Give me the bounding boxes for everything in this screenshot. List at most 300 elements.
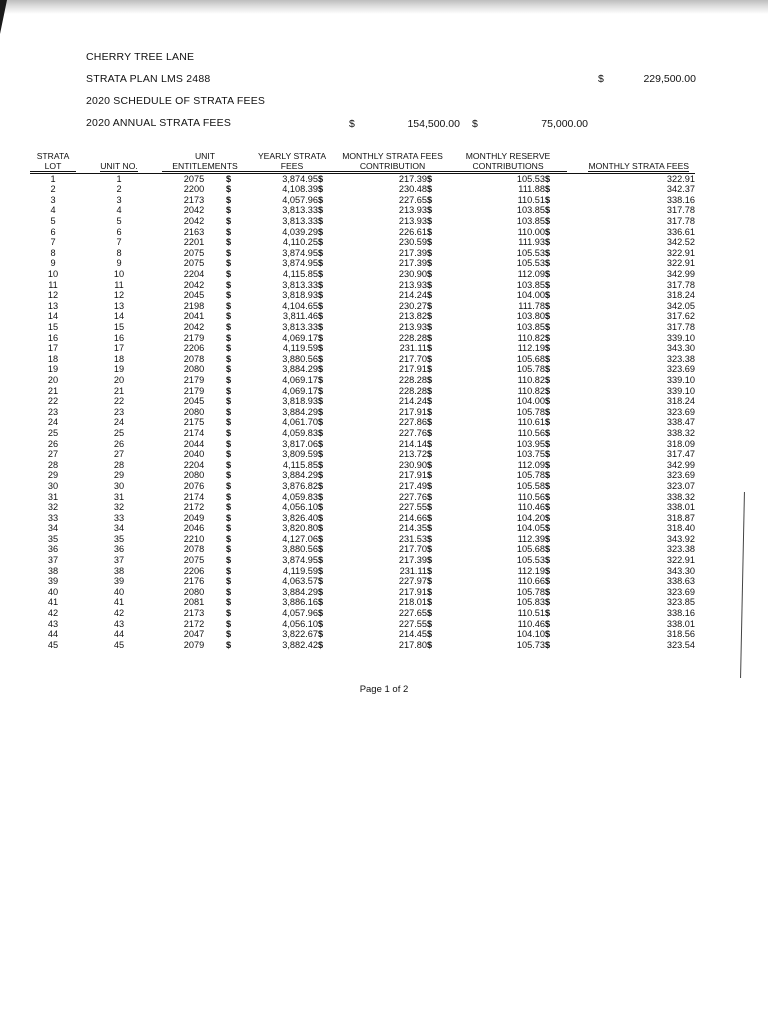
currency-cell: $: [427, 226, 433, 237]
currency-cell: $: [545, 269, 551, 280]
currency-cell: $: [226, 639, 232, 650]
currency-cell: $: [226, 491, 232, 502]
currency-cell: $: [545, 555, 551, 566]
strata-lot-cell: 34: [47, 523, 59, 534]
annual-fees-label: 2020 ANNUAL STRATA FEES: [86, 117, 232, 129]
monthly-contribution-cell: 228.28: [398, 385, 428, 396]
page-number: Page 1 of 2: [359, 684, 409, 695]
monthly-fee-cell: 343.30: [666, 343, 696, 354]
unit-no-cell: 34: [113, 523, 125, 534]
monthly-fee-cell: 339.10: [666, 374, 696, 385]
unit-no-cell: 44: [113, 629, 125, 640]
reserve-contribution-cell: 104.20: [516, 512, 546, 523]
entitlement-cell: 2204: [183, 269, 205, 280]
strata-fee-table: [30, 140, 695, 651]
currency-cell: $: [226, 449, 232, 460]
entitlement-cell: 2198: [183, 300, 205, 311]
currency-cell: $: [226, 406, 232, 417]
yearly-fee-cell: 4,057.96: [282, 608, 319, 619]
reserve-contribution-cell: 110.82: [517, 385, 546, 396]
currency-cell: $: [226, 533, 232, 544]
reserve-contribution-cell: 104.05: [516, 523, 546, 534]
entitlement-cell: 2041: [183, 311, 205, 322]
yearly-fee-cell: 3,874.95: [282, 247, 319, 258]
yearly-fee-cell: 3,884.29: [282, 470, 319, 481]
monthly-contribution-cell: 214.35: [398, 523, 428, 534]
strata-lot-cell: 9: [50, 258, 56, 269]
yearly-fee-cell: 3,813.33: [282, 205, 319, 216]
currency-cell: $: [545, 332, 551, 343]
unit-no-cell: 27: [113, 449, 125, 460]
currency-cell: $: [545, 597, 551, 608]
table-row: [30, 216, 695, 227]
monthly-contribution-cell: 218.01: [398, 597, 428, 608]
monthly-contribution-cell: 217.91: [398, 586, 428, 597]
entitlement-cell: 2075: [183, 555, 205, 566]
monthly-fee-cell: 339.10: [666, 385, 696, 396]
currency-cell: $: [427, 586, 433, 597]
monthly-contribution-cell: 227.55: [398, 618, 428, 629]
currency-cell: $: [318, 374, 324, 385]
strata-lot-cell: 6: [50, 226, 56, 237]
table-row: [30, 545, 695, 556]
monthly-fee-cell: 318.87: [666, 512, 696, 523]
currency-cell: $: [226, 544, 232, 555]
entitlement-cell: 2044: [183, 438, 205, 449]
monthly-fee-cell: 317.62: [666, 311, 696, 322]
currency-cell: $: [226, 438, 232, 449]
yearly-fee-cell: 4,061.70: [282, 417, 319, 428]
strata-lot-cell: 15: [47, 322, 59, 332]
table-row: [30, 513, 695, 524]
entitlement-cell: 2081: [183, 597, 205, 608]
monthly-fee-cell: 317.78: [666, 279, 696, 290]
currency-cell: $: [318, 502, 324, 513]
reserve-contribution-cell: 111.88: [518, 184, 546, 195]
currency-cell: $: [226, 597, 232, 608]
currency-cell: $: [226, 279, 232, 290]
monthly-contribution-cell: 217.39: [398, 258, 428, 269]
table-row: [30, 619, 695, 630]
strata-lot-cell: 17: [47, 343, 59, 354]
monthly-contribution-cell: 227.76: [398, 427, 428, 438]
currency-cell: $: [226, 174, 248, 185]
entitlement-cell: 2201: [183, 237, 205, 248]
currency-cell: $: [545, 491, 551, 502]
unit-no-cell: 31: [113, 491, 125, 502]
table-row: [30, 471, 695, 482]
currency-cell: $: [226, 512, 232, 523]
yearly-fee-cell: 3,884.29: [282, 586, 319, 597]
currency-cell: $: [318, 438, 324, 449]
currency-cell: $: [318, 449, 324, 460]
yearly-fee-cell: 3,813.33: [282, 322, 319, 332]
yearly-fee-cell: 4,115.85: [282, 269, 319, 280]
yearly-fee-cell: 3,820.80: [282, 523, 319, 534]
yearly-fee-cell: 3,813.33: [282, 279, 319, 290]
currency-cell: $: [318, 300, 324, 311]
currency-cell: $: [318, 247, 324, 258]
table-row: [30, 259, 695, 270]
reserve-contribution-cell: 104.00: [516, 290, 546, 301]
entitlement-cell: 2075: [162, 174, 226, 185]
currency-cell: $: [545, 364, 551, 375]
currency-cell: $: [318, 364, 324, 375]
reserve-contribution-cell: 111.93: [518, 237, 546, 248]
currency-cell: $: [318, 639, 324, 650]
unit-no-cell: 1: [76, 174, 162, 185]
currency-cell: $: [318, 216, 324, 227]
unit-no-cell: 22: [113, 396, 125, 407]
yearly-fee-cell: 3,884.29: [282, 364, 319, 375]
monthly-contribution-cell: 230.90: [398, 269, 428, 280]
col-unit-no: UNIT NO.: [100, 161, 138, 171]
currency-cell: $: [226, 322, 232, 332]
table-row: [30, 439, 695, 450]
monthly-fee-cell: 342.37: [666, 184, 696, 195]
table-row: [30, 640, 695, 651]
yearly-fee-cell: 3,882.42: [282, 639, 319, 650]
yearly-fee-cell: 3,884.29: [282, 406, 319, 417]
currency-cell: $: [545, 353, 551, 364]
monthly-fee-cell: 318.40: [666, 523, 696, 534]
monthly-fee-cell: 323.07: [666, 480, 696, 491]
reserve-contribution-cell: 105.78: [516, 364, 546, 375]
strata-lot-cell: 23: [47, 406, 59, 417]
yearly-fee-cell: 4,059.83: [282, 491, 319, 502]
unit-no-cell: 19: [113, 364, 125, 375]
unit-no-cell: 32: [113, 502, 125, 513]
monthly-fee-cell: 342.99: [666, 459, 696, 470]
monthly-contribution-cell: 227.65: [398, 608, 428, 619]
currency-cell: $: [427, 290, 433, 301]
entitlement-cell: 2172: [183, 502, 205, 513]
entitlement-cell: 2075: [183, 247, 205, 258]
currency-cell: $: [318, 226, 324, 237]
currency-cell: $: [226, 385, 232, 396]
currency-cell: $: [545, 544, 551, 555]
unit-no-cell: 15: [113, 322, 125, 332]
monthly-fee-cell: 342.99: [666, 269, 696, 280]
strata-lot-cell: 35: [47, 533, 59, 544]
currency-cell: $: [318, 586, 324, 597]
unit-no-cell: 3: [116, 194, 122, 205]
reserve-contribution-cell: 112.39: [517, 533, 546, 544]
entitlement-cell: 2078: [183, 544, 205, 555]
currency-cell: $: [545, 247, 551, 258]
monthly-fee-cell: 323.69: [666, 406, 696, 417]
reserve-contribution-cell: 105.53: [516, 247, 546, 258]
entitlement-cell: 2042: [183, 322, 205, 332]
monthly-fee-cell: 323.85: [666, 597, 696, 608]
unit-no-cell: 39: [113, 576, 125, 587]
entitlement-cell: 2080: [183, 406, 205, 417]
currency-cell: $: [545, 502, 551, 513]
table-row: [30, 449, 695, 460]
currency-cell: $: [427, 322, 433, 332]
yearly-fee-cell: 3,818.93: [282, 290, 319, 301]
unit-no-cell: 5: [116, 216, 122, 227]
annual-reserve-amount: 75,000.00: [541, 118, 588, 130]
currency-cell: $: [427, 417, 433, 428]
strata-lot-cell: 1: [30, 174, 76, 185]
unit-no-cell: 20: [113, 374, 125, 385]
currency-cell: $: [545, 184, 551, 195]
reserve-contribution-cell: 104.10: [516, 629, 546, 640]
entitlement-cell: 2200: [183, 184, 205, 195]
reserve-contribution-cell: 103.85: [516, 279, 546, 290]
reserve-contribution-cell: 105.78: [516, 470, 546, 481]
reserve-contribution-cell: 104.00: [516, 396, 546, 407]
entitlement-cell: 2042: [183, 205, 205, 216]
currency-cell: $: [545, 226, 551, 237]
reserve-contribution-cell: 110.66: [517, 576, 546, 587]
monthly-contribution-cell: 227.55: [398, 502, 428, 513]
annual-reserve-currency: $: [472, 118, 478, 130]
currency-cell: $: [427, 300, 433, 311]
currency-cell: $: [226, 343, 232, 354]
unit-no-cell: 14: [113, 311, 125, 322]
currency-cell: $: [427, 385, 433, 396]
reserve-contribution-cell: 103.85: [516, 205, 546, 216]
reserve-contribution-cell: 105.53: [449, 174, 545, 185]
yearly-fee-cell: 3,809.59: [282, 449, 319, 460]
currency-cell: $: [545, 343, 551, 354]
monthly-contribution-cell: 214.24: [398, 290, 428, 301]
monthly-fee-cell: 338.47: [666, 417, 696, 428]
plan-total: 229,500.00: [643, 73, 696, 85]
unit-no-cell: 38: [113, 565, 125, 576]
monthly-fee-cell: 342.52: [666, 237, 696, 248]
monthly-fee-cell: 322.91: [666, 555, 696, 566]
entitlement-cell: 2046: [183, 523, 205, 534]
currency-cell: $: [226, 226, 232, 237]
monthly-contribution-cell: 213.72: [398, 449, 428, 460]
col-strata-lot: STRATA LOT: [30, 140, 76, 174]
entitlement-cell: 2049: [183, 512, 205, 523]
table-row: [30, 227, 695, 238]
entitlement-cell: 2173: [183, 608, 205, 619]
reserve-contribution-cell: 103.85: [516, 216, 546, 227]
monthly-fee-cell: 339.10: [666, 332, 696, 343]
currency-cell: $: [427, 449, 433, 460]
monthly-fee-cell: 317.47: [666, 449, 696, 460]
currency-cell: $: [427, 459, 433, 470]
table-row: [30, 502, 695, 513]
currency-cell: $: [318, 353, 324, 364]
entitlement-cell: 2042: [183, 279, 205, 290]
monthly-contribution-cell: 214.45: [398, 629, 428, 640]
monthly-contribution-cell: 217.91: [398, 470, 428, 481]
monthly-fee-cell: 322.91: [666, 247, 696, 258]
currency-cell: $: [427, 533, 433, 544]
col-monthly-reserve-contributions: MONTHLY RESERVE CONTRIBUTIONS: [449, 140, 567, 174]
currency-cell: $: [545, 533, 551, 544]
table-row: [30, 428, 695, 439]
currency-cell: $: [318, 406, 324, 417]
monthly-fee-cell: 317.78: [666, 205, 696, 216]
currency-cell: $: [226, 565, 232, 576]
currency-cell: $: [318, 555, 324, 566]
unit-no-cell: 43: [113, 618, 125, 629]
currency-cell: $: [318, 184, 324, 195]
unit-no-cell: 25: [113, 427, 125, 438]
currency-cell: $: [545, 459, 551, 470]
strata-lot-cell: 40: [47, 586, 59, 597]
reserve-contribution-cell: 112.19: [517, 565, 546, 576]
monthly-fee-cell: 338.16: [666, 608, 696, 619]
strata-lot-cell: 37: [47, 555, 59, 566]
currency-cell: $: [318, 385, 324, 396]
entitlement-cell: 2079: [183, 639, 205, 650]
table-row: [30, 269, 695, 280]
currency-cell: $: [318, 427, 324, 438]
yearly-fee-cell: 4,115.85: [282, 459, 319, 470]
monthly-fee-cell: 338.01: [666, 502, 696, 513]
currency-cell: $: [427, 343, 433, 354]
table-row: [30, 301, 695, 312]
strata-lot-cell: 11: [48, 279, 58, 290]
yearly-fee-cell: 3,874.95: [282, 258, 319, 269]
currency-cell: $: [545, 470, 551, 481]
monthly-contribution-cell: 227.76: [398, 491, 428, 502]
monthly-fee-cell: 322.91: [567, 174, 695, 185]
monthly-contribution-cell: 213.82: [398, 311, 428, 322]
strata-lot-cell: 2: [50, 184, 56, 195]
currency-cell: $: [226, 247, 232, 258]
scan-margin-line: [740, 492, 745, 678]
annual-operating-amount: 154,500.00: [407, 118, 460, 130]
table-row: [30, 598, 695, 609]
table-row: [30, 630, 695, 641]
currency-cell: $: [427, 427, 433, 438]
currency-cell: $: [226, 374, 232, 385]
entitlement-cell: 2175: [183, 417, 205, 428]
currency-cell: $: [318, 194, 324, 205]
entitlement-cell: 2179: [183, 374, 205, 385]
currency-cell: $: [545, 406, 551, 417]
currency-cell: $: [226, 608, 232, 619]
reserve-contribution-cell: 105.53: [516, 258, 546, 269]
reserve-contribution-cell: 105.68: [516, 544, 546, 555]
entitlement-cell: 2173: [183, 194, 205, 205]
currency-cell: $: [545, 194, 551, 205]
currency-cell: $: [226, 237, 232, 248]
unit-no-cell: 36: [113, 544, 125, 555]
yearly-fee-cell: 4,057.96: [282, 194, 319, 205]
strata-lot-cell: 12: [47, 290, 59, 301]
strata-lot-cell: 10: [47, 269, 59, 280]
table-row: [30, 312, 695, 323]
currency-cell: $: [545, 565, 551, 576]
currency-cell: $: [318, 597, 324, 608]
strata-lot-cell: 21: [47, 385, 59, 396]
currency-cell: $: [226, 629, 232, 640]
yearly-fee-cell: 4,119.59: [282, 565, 319, 576]
yearly-fee-cell: 3,876.82: [282, 480, 319, 491]
currency-cell: $: [318, 396, 324, 407]
currency-cell: $: [427, 237, 433, 248]
monthly-fee-cell: 322.91: [666, 258, 696, 269]
monthly-contribution-cell: 213.93: [398, 205, 428, 216]
strata-lot-cell: 26: [47, 438, 59, 449]
currency-cell: $: [427, 406, 433, 417]
currency-cell: $: [226, 216, 232, 227]
monthly-fee-cell: 318.24: [666, 396, 696, 407]
yearly-fee-cell: 4,069.17: [282, 374, 319, 385]
monthly-contribution-cell: 217.39: [398, 555, 428, 566]
currency-cell: $: [226, 555, 232, 566]
reserve-contribution-cell: 110.51: [517, 608, 546, 619]
currency-cell: $: [545, 290, 551, 301]
currency-cell: $: [545, 374, 551, 385]
plan-total-currency: $: [598, 73, 604, 85]
currency-cell: $: [427, 491, 433, 502]
unit-no-cell: 42: [113, 608, 125, 619]
currency-cell: $: [545, 216, 551, 227]
yearly-fee-cell: 3,822.67: [282, 629, 319, 640]
currency-cell: $: [318, 629, 324, 640]
currency-cell: $: [427, 269, 433, 280]
strata-lot-cell: 29: [47, 470, 59, 481]
currency-cell: $: [226, 258, 232, 269]
entitlement-cell: 2172: [183, 618, 205, 629]
entitlement-cell: 2080: [183, 586, 205, 597]
currency-cell: $: [226, 618, 232, 629]
currency-cell: $: [318, 533, 324, 544]
currency-cell: $: [427, 576, 433, 587]
table-row: [30, 534, 695, 545]
unit-no-cell: 8: [116, 247, 122, 258]
unit-no-cell: 30: [113, 480, 125, 491]
currency-cell: $: [226, 311, 232, 322]
currency-cell: $: [226, 353, 232, 364]
unit-no-cell: 29: [113, 470, 125, 481]
strata-lot-cell: 18: [47, 353, 59, 364]
reserve-contribution-cell: 112.09: [517, 459, 546, 470]
monthly-contribution-cell: 230.27: [398, 300, 428, 311]
monthly-contribution-cell: 214.66: [398, 512, 428, 523]
monthly-fee-cell: 323.69: [666, 586, 696, 597]
reserve-contribution-cell: 112.19: [517, 343, 546, 354]
unit-no-cell: 13: [113, 300, 125, 311]
strata-lot-cell: 4: [50, 205, 56, 216]
monthly-fee-cell: 343.92: [666, 533, 696, 544]
currency-cell: $: [226, 205, 232, 216]
yearly-fee-cell: 3,886.16: [282, 597, 319, 608]
annual-operating-currency: $: [349, 118, 355, 130]
currency-cell: $: [427, 216, 433, 227]
monthly-fee-cell: 323.38: [666, 353, 696, 364]
currency-cell: $: [226, 184, 232, 195]
currency-cell: $: [545, 608, 551, 619]
currency-cell: $: [427, 194, 433, 205]
currency-cell: $: [318, 576, 324, 587]
unit-no-cell: 40: [113, 586, 125, 597]
entitlement-cell: 2174: [183, 427, 205, 438]
unit-no-cell: 21: [113, 385, 125, 396]
monthly-contribution-cell: 217.91: [398, 406, 428, 417]
reserve-contribution-cell: 103.95: [516, 438, 546, 449]
table-row: [30, 365, 695, 376]
strata-lot-cell: 27: [47, 449, 59, 460]
currency-cell: $: [427, 608, 433, 619]
currency-cell: $: [226, 427, 232, 438]
currency-cell: $: [318, 608, 324, 619]
currency-cell: $: [545, 258, 551, 269]
table-row: [30, 291, 695, 302]
strata-lot-cell: 22: [47, 396, 59, 407]
